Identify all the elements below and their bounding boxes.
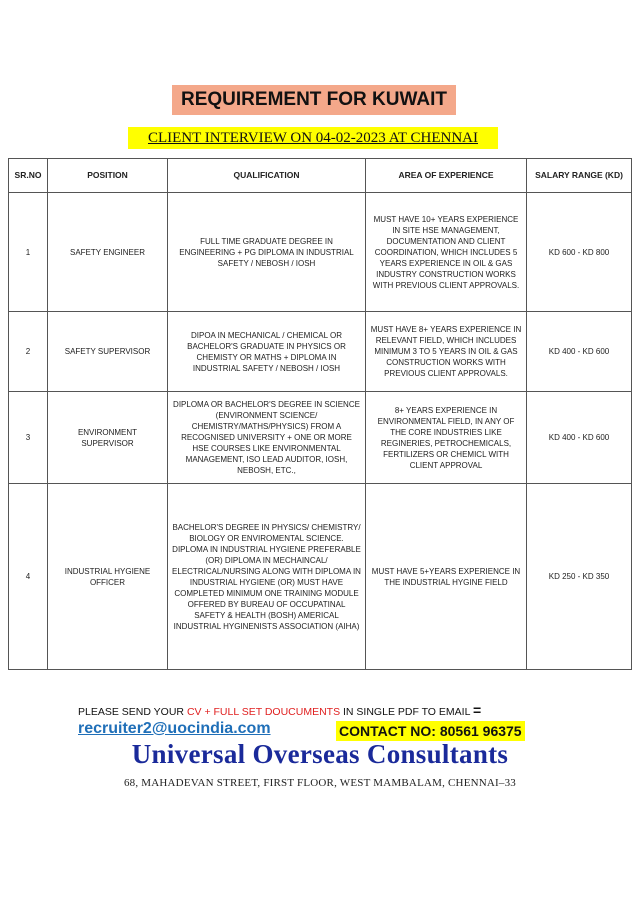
row-qualification: DIPLOMA OR BACHELOR'S DEGREE IN SCIENCE (ENVIRONMENT SCIENCE/ CHEMISTRY/MATHS/PHYSICS) FROM A RECOGNISED UNIVERSITY + ONE OR MORE HSE COURSES LIKE ENVIRONMENTAL MANAGEMENT, ISO LEAD AUDITOR, IOSH, NEBOSH, ETC.,	[168, 392, 366, 484]
contact-number: CONTACT NO: 80561 96375	[336, 721, 525, 741]
row-experience: MUST HAVE 8+ YEARS EXPERIENCE IN RELEVANT FIELD, WHICH INCLUDES MINIMUM 3 TO 5 YEARS IN OIL & GAS CONSTRUCTION WORKS WITH PREVIOUS CLIENT APPROVALS.	[366, 312, 527, 392]
row-qualification: FULL TIME GRADUATE DEGREE IN ENGINEERING + PG DIPLOMA IN INDUSTRIAL SAFETY / NEBOSH / IOSH	[168, 193, 366, 312]
column-header-experience: AREA OF EXPERIENCE	[366, 159, 527, 193]
column-header-qualification: QUALIFICATION	[168, 159, 366, 193]
table-row	[9, 312, 632, 392]
row-srno: 3	[9, 392, 48, 484]
company-address: 68, MAHADEVAN STREET, FIRST FLOOR, WEST MAMBALAM, CHENNAI–33	[123, 777, 517, 789]
send-suffix: IN SINGLE PDF TO EMAIL	[340, 706, 473, 718]
row-srno: 2	[9, 312, 48, 392]
table-row	[9, 484, 632, 670]
row-salary: KD 250 - KD 350	[527, 484, 632, 670]
row-salary: KD 400 - KD 600	[527, 392, 632, 484]
row-position: ENVIRONMENT SUPERVISOR	[48, 392, 168, 484]
column-header-position: POSITION	[48, 159, 168, 193]
send-prefix: PLEASE SEND YOUR	[78, 706, 187, 718]
row-experience: MUST HAVE 5+YEARS EXPERIENCE IN THE INDUSTRIAL HYGINE FIELD	[366, 484, 527, 670]
send-instructions	[78, 702, 481, 718]
row-srno: 4	[9, 484, 48, 670]
row-experience: MUST HAVE 10+ YEARS EXPERIENCE IN SITE HSE MANAGEMENT, DOCUMENTATION AND CLIENT COORDINATION, WHICH INCLUDES 5 YEARS EXPERIENCE IN OIL & GAS INDUSTRY CONSTRUCTION WORKS WITH PREVIOUS CLIENT APPROVALS.	[366, 193, 527, 312]
row-qualification: DIPOA IN MECHANICAL / CHEMICAL OR BACHELOR'S GRADUATE IN PHYSICS OR CHEMISTY OR MATHS + DIPLOMA IN INDUSTRIAL SAFETY / NEBOSH / IOSH	[168, 312, 366, 392]
send-highlight: CV + FULL SET DOUCUMENTS	[186, 706, 341, 718]
row-experience: 8+ YEARS EXPERIENCE IN ENVIRONMENTAL FIELD, IN ANY OF THE CORE INDUSTRIES LIKE REGINERIES, PETROCHEMICALS, FERTILIZERS OR CHEMICL WITH CLIENT APPROVAL	[366, 392, 527, 484]
page-title: REQUIREMENT FOR KUWAIT	[172, 85, 456, 115]
row-qualification: BACHELOR'S DEGREE IN PHYSICS/ CHEMISTRY/ BIOLOGY OR ENVIROMENTAL SCIENCE. DIPLOMA IN INDUSTRIAL HYGIENE PREFERABLE (OR) DIPLOMA IN MECHAINCAL/ ELECTRICAL/NURSING ALONG WITH DIPLOMA IN INDUSTRIAL HYGIENE (OR) MUST HAVE COMPLETED MINIMUM ONE TRAINING MODULE OFFERED BY BUREAU OF OCCUPATINAL SAFETY & HEALTH (BOSH) AMERICAL INDUSTRIAL HYGINENISTS ASSOCIATION (AIHA)	[168, 484, 366, 670]
equals-sign: =	[472, 702, 482, 718]
row-position: SAFETY ENGINEER	[48, 193, 168, 312]
row-position: SAFETY SUPERVISOR	[48, 312, 168, 392]
row-position: INDUSTRIAL HYGIENE OFFICER	[48, 484, 168, 670]
column-header-salary: SALARY RANGE (KD)	[527, 159, 632, 193]
row-salary: KD 400 - KD 600	[527, 312, 632, 392]
company-name: Universal Overseas Consultants	[131, 739, 509, 769]
interview-subtitle: CLIENT INTERVIEW ON 04-02-2023 AT CHENNAI	[128, 127, 498, 149]
row-salary: KD 600 - KD 800	[527, 193, 632, 312]
column-header-srno: SR.NO	[9, 159, 48, 193]
table-row	[9, 392, 632, 484]
email-link[interactable]: recruiter2@uocindia.com	[78, 720, 271, 737]
table-header-row	[9, 159, 632, 193]
row-srno: 1	[9, 193, 48, 312]
table-row	[9, 193, 632, 312]
requirements-table	[8, 158, 632, 670]
